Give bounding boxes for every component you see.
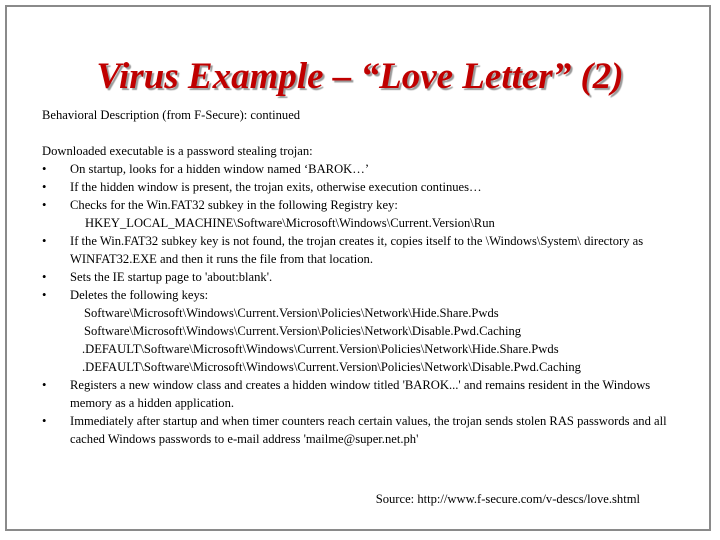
bullet-glyph: • (42, 414, 47, 428)
registry-key-line: HKEY_LOCAL_MACHINE\Software\Microsoft\Windows\Current.Version\Run (85, 216, 495, 230)
bullet-item (42, 286, 672, 376)
bullet-glyph: • (42, 180, 47, 194)
deleted-key-line: Software\Microsoft\Windows\Current.Version\Policies\Network\Hide.Share.Pwds (84, 306, 499, 320)
bullet-item (42, 160, 672, 178)
bullet-glyph: • (42, 288, 47, 302)
bullet-glyph: • (42, 162, 47, 176)
bullet-glyph: • (42, 270, 47, 284)
bullet-text: If the hidden window is present, the trojan exits, otherwise execution continues… (70, 180, 482, 194)
bullet-item (42, 232, 672, 268)
deleted-key-line: .DEFAULT\Software\Microsoft\Windows\Current.Version\Policies\Network\Disable.Pwd.Caching (82, 360, 581, 374)
bullet-item (42, 196, 672, 232)
bullet-text: Deletes the following keys: (70, 288, 209, 302)
bullet-list (42, 160, 672, 448)
bullet-item (42, 412, 672, 448)
bullet-glyph: • (42, 234, 47, 248)
bullet-text: Sets the IE startup page to 'about:blank'. (70, 270, 273, 284)
source-citation: Source: http://www.f-secure.com/v-descs/love.shtml (375, 492, 640, 506)
slide-title: Virus Example – “Love Letter” (2) (96, 55, 624, 97)
bullet-text: On startup, looks for a hidden window named ‘BAROK…’ (70, 162, 370, 176)
intro-line: Behavioral Description (from F-Secure): continued (42, 108, 301, 122)
bullet-glyph: • (42, 378, 47, 392)
bullet-item (42, 178, 672, 196)
slide-content (42, 106, 672, 448)
bullet-item (42, 376, 672, 412)
bullet-text: Immediately after startup and when timer counters reach certain values, the trojan sends stolen RAS passwords and all cached Windows passwords to e-mail address 'mailme@super.net.ph' (70, 414, 667, 446)
bullet-text: Checks for the Win.FAT32 subkey in the following Registry key: (70, 198, 398, 212)
deleted-key-line: Software\Microsoft\Windows\Current.Version\Policies\Network\Disable.Pwd.Caching (84, 324, 522, 338)
deleted-keys-list (70, 304, 672, 376)
bullet-glyph: • (42, 198, 47, 212)
blank-line (42, 124, 672, 142)
bullet-text: If the Win.FAT32 subkey key is not found, the trojan creates it, copies itself to the \Windows\System\ directory as WINFAT32.EXE and then it runs the file from that location. (70, 234, 644, 266)
deleted-key-line: .DEFAULT\Software\Microsoft\Windows\Current.Version\Policies\Network\Hide.Share.Pwds (82, 342, 559, 356)
lead-line: Downloaded executable is a password stealing trojan: (42, 144, 313, 158)
bullet-text: Registers a new window class and creates a hidden window titled 'BAROK...' and remains resident in the Windows memory as a hidden application. (70, 378, 651, 410)
bullet-item (42, 268, 672, 286)
